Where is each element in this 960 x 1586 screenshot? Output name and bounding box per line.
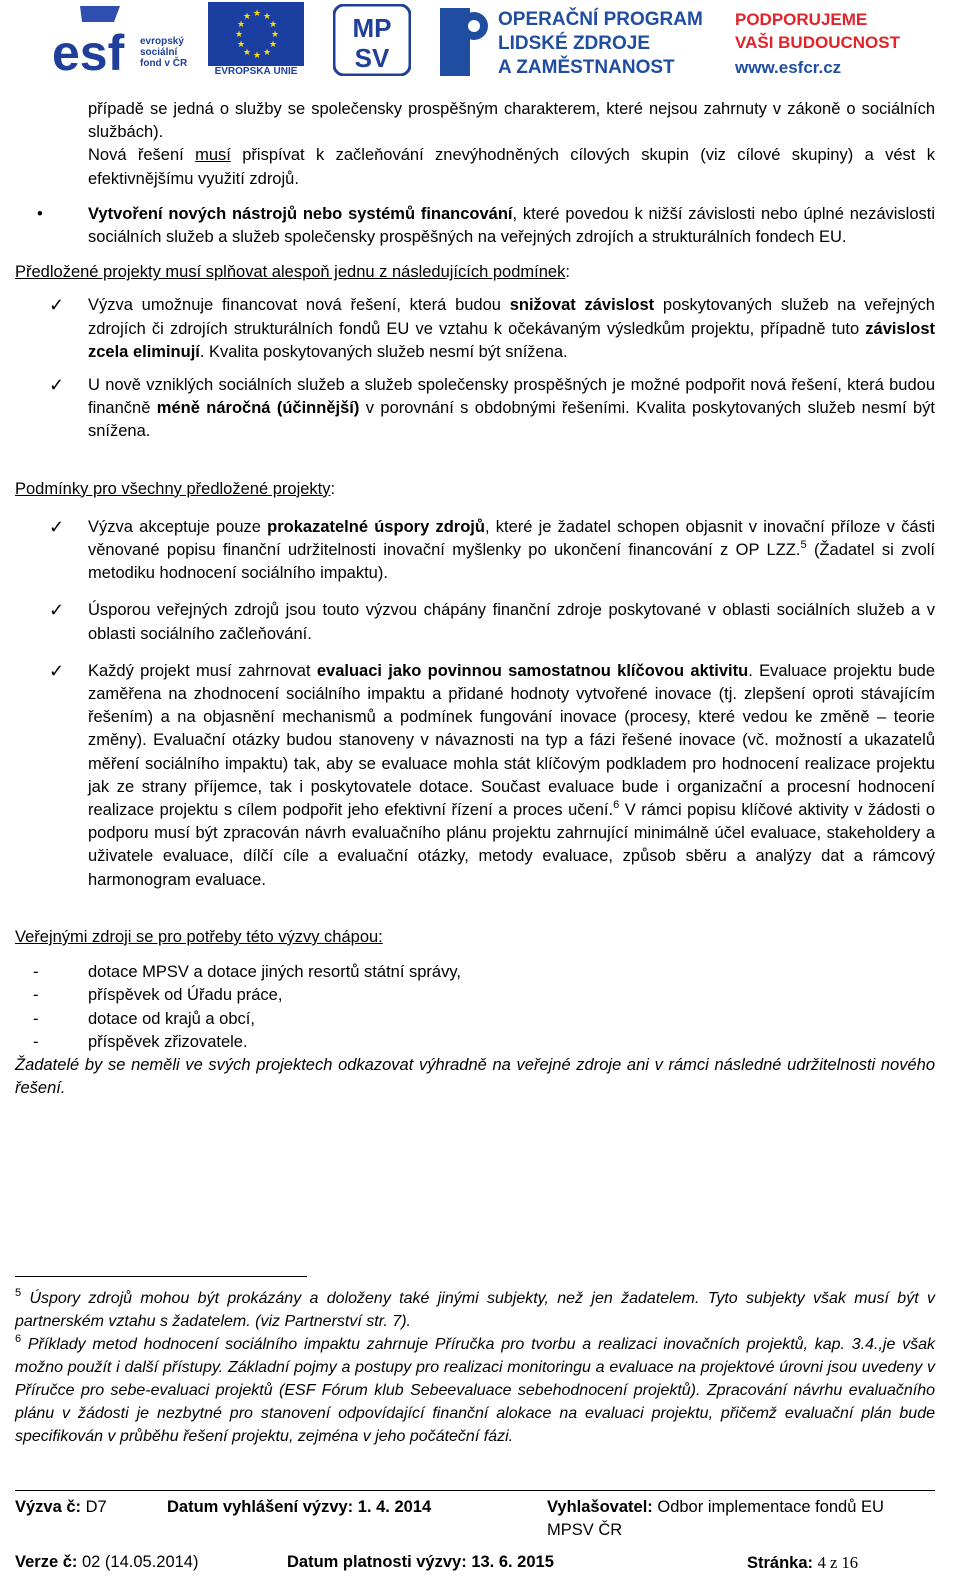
list-item — [15, 984, 935, 1007]
checkmark-icon: ✓ — [49, 516, 65, 537]
footer-value: D7 — [85, 1498, 107, 1516]
bullet-icon: • — [37, 204, 43, 223]
mpsv-logo — [333, 4, 411, 76]
list-item — [15, 1031, 935, 1054]
section-heading — [15, 926, 935, 949]
footer-separator — [15, 1490, 935, 1491]
check-item — [15, 599, 935, 645]
svg-text:★: ★ — [263, 48, 272, 58]
footer-cell — [15, 1551, 287, 1575]
svg-text:★: ★ — [243, 48, 252, 58]
paragraph — [88, 660, 935, 892]
paragraph-text: , které je žadatel schopen objasnit v inovační příloze v části věnované popisu finanční udržitelnosti inovační myšlenky po ukončení financování z OP LZZ. — [88, 517, 936, 560]
page-footer — [15, 1496, 935, 1575]
footnote-number: 6 — [15, 1333, 22, 1345]
svg-text:★: ★ — [269, 20, 278, 30]
mpsv-logo-line: SV — [354, 43, 390, 73]
support-line: VAŠI BUDOUCNOST — [735, 33, 900, 52]
check-item — [15, 516, 935, 586]
svg-text:★: ★ — [253, 51, 262, 61]
footer-cell — [747, 1551, 935, 1575]
svg-text:★: ★ — [253, 9, 262, 19]
paragraph-text: V rámci popisu klíčové aktivity v žádosti o podporu musí být zpracován návrh evaluačního plánu projektu zahrnující minimálně účel evaluace, stakeholdery a uživatele evaluace, dílčí cíle a evaluační otázky, metody evaluace, způsob sběru a analýzy dat a rámcový harmonogram evaluace. — [88, 801, 936, 889]
heading-text: Předložené projekty musí splňovat alespoň jednu z následujících podmínek — [15, 263, 566, 282]
support-url[interactable]: www.esfcr.cz — [735, 58, 842, 77]
svg-text:★: ★ — [235, 30, 244, 40]
paragraph-text: poskytovaných služeb na veřejných zdrojích či zdrojích strukturálních fondů EU ve vztahu k očekávaným výsledkům projektu, případně tuto — [88, 296, 935, 338]
esf-caption-line: evropský — [140, 36, 184, 47]
heading-text: Veřejnými zdroji se pro potřeby této výzvy chápou: — [15, 927, 383, 946]
paragraph-text: případě se jedná o služby se společensky prospěšným charakterem, které nejsou zahrnuty v zákoně o sociálních službách). — [88, 100, 935, 142]
dash-marker: - — [33, 1032, 39, 1051]
op-lzz-title — [498, 8, 703, 80]
footer-cell — [15, 1496, 167, 1542]
footer-label: Verze č: — [15, 1553, 78, 1571]
list-item-text: příspěvek zřizovatele. — [88, 1032, 248, 1051]
paragraph-text: Nová řešení — [88, 146, 196, 165]
footnotes — [15, 1276, 935, 1448]
paragraph-text: . Evaluace projektu bude zaměřena na zhodnocení sociálního impaktu a přidané hodnoty vytvořené inovace (tj. zlepšení oproti stávajícím řešením) a na objasnění mechanismů a podmínek fungování inovace (procesy, které vedou ke změně – teorie změny). Evaluační otázky budou stanoveny v návaznosti na typ a fázi řešené inovace (vč. možností a ukazatelů měření sociálního impaktu) tak, aby se evaluace mohla stát klíčovým podkladem pro hodnocení realizace projektu jak ze strany příjemce, tak i poskytovatele dotace. Součast evaluace bude i organizační a procesní hodnocení realizace projektu s cílem podpořit jeho efektivní řízení a proces učení. — [88, 661, 936, 820]
paragraph-text: Každý projekt musí zahrnovat — [88, 661, 317, 680]
paragraph-text: Výzva umožnuje financovat nová řešení, která budou — [88, 296, 510, 315]
esf-caption — [140, 36, 202, 69]
footer-value: 1. 4. 2014 — [357, 1498, 432, 1516]
header-logos — [0, 0, 960, 84]
footnote — [15, 1287, 935, 1333]
footer-row — [15, 1496, 935, 1542]
footer-label: Stránka: — [747, 1554, 814, 1572]
paragraph-text: Výzva akceptuje pouze — [88, 517, 268, 536]
paragraph-text: (Žadatel si zvolí metodiku hodnocení sociálního impaktu). — [88, 541, 936, 583]
check-item — [15, 660, 935, 892]
footer-value: 13. 6. 2015 — [471, 1553, 554, 1571]
heading-colon: : — [565, 263, 570, 282]
page-number: 4 z 16 — [817, 1553, 858, 1572]
checkmark-icon: ✓ — [49, 600, 65, 621]
esf-caption-line: sociální — [140, 47, 178, 58]
eu-flag-icon — [208, 2, 304, 66]
footer-label: Datum platnosti výzvy: — [287, 1553, 467, 1571]
bullet-item — [15, 203, 935, 249]
checkmark-icon: ✓ — [49, 295, 65, 316]
eu-caption: EVROPSKÁ UNIE — [214, 66, 298, 77]
bold-text: evaluaci jako povinnou samostatnou klíčovou aktivitu — [316, 661, 749, 680]
footnote-text: Úspory zdrojů mohou být prokázány a doloženy také jinými subjekty, než jen žadatelem. Tyto subjekty však musí být v partnerském vztahu s žadatelem. (viz Partnerství str. 7). — [15, 1290, 935, 1330]
bold-text: závislost zcela eliminují — [88, 319, 935, 361]
dash-marker: - — [33, 986, 39, 1005]
public-sources-list — [15, 961, 935, 1054]
list-item-text: dotace od krajů a obcí, — [88, 1009, 255, 1028]
section-heading — [15, 478, 935, 501]
dash-marker: - — [33, 963, 39, 982]
svg-text:★: ★ — [237, 20, 246, 30]
support-line: PODPORUJEME — [735, 10, 868, 29]
checkmark-icon: ✓ — [49, 660, 65, 681]
op-lzz-icon — [438, 2, 490, 78]
paragraph — [88, 203, 935, 249]
footnote-separator — [15, 1276, 307, 1277]
list-item-text: dotace MPSV a dotace jiných resortů státní správy, — [88, 963, 461, 982]
check-item — [15, 374, 935, 444]
footer-label: Vyhlašovatel: — [547, 1498, 653, 1516]
op-title-line: OPERAČNÍ PROGRAM — [498, 9, 703, 30]
closing-note — [15, 1054, 935, 1100]
svg-text:★: ★ — [269, 40, 278, 50]
list-item — [15, 1008, 935, 1031]
footnote — [15, 1333, 935, 1448]
footnote-text: Příklady metod hodnocení sociálního impaktu zahrnuje Příručka pro tvorbu a realizaci inovačních projektů, kap. 3.4.,je však možno použít i další přístupy. Základní pojmy a postupy pro realizaci monitoringu a evaluace na projektové úrovni jsou uvedeny v Příručce pro sebe-evaluaci projektů (ESF Fórum klub Sebeevaluace sebehodnocení projektů). Zpracování návrhu evaluačního plánu v žádosti je nezbytné pro stanovení odpovídající finanční alokace na evaluaci projektu, přičemž evaluační plán bude specifikován v průběhu řešení projektu, zejména v jeho počáteční fázi. — [15, 1336, 935, 1445]
footer-cell — [547, 1496, 935, 1542]
section-heading — [15, 261, 935, 284]
footer-value: 02 (14.05.2014) — [81, 1553, 199, 1571]
svg-text:★: ★ — [263, 12, 272, 22]
list-item-text: příspěvek od Úřadu práce, — [88, 986, 283, 1005]
paragraph-text: Žadatelé by se neměli ve svých projektech odkazovat výhradně na veřejné zdroje ani v rámci následné udržitelnosti nového řešení. — [15, 1055, 935, 1098]
footer-label: Datum vyhlášení výzvy: — [167, 1498, 354, 1516]
paragraph — [88, 144, 935, 190]
paragraph-text: v porovnání s obdobnými řešeními. Kvalita poskytovaných služeb nesmí být snížena. — [88, 399, 936, 441]
paragraph — [88, 374, 935, 444]
list-item — [15, 961, 935, 984]
paragraph-text: , které povedou k nižší závislosti nebo úplné nezávislosti sociálních služeb a služeb společensky prospěšných na veřejných zdrojích a strukturálních fondech EU. — [88, 204, 936, 247]
footnote-ref[interactable]: 5 — [800, 539, 807, 552]
paragraph-text: . Kvalita poskytovaných služeb nesmí být snížena. — [199, 342, 568, 361]
document-body — [15, 98, 935, 1100]
paragraph — [88, 599, 935, 645]
bold-text: snižovat závislost — [509, 296, 655, 315]
paragraph-text: Úsporou veřejných zdrojů jsou touto výzvou chápány finanční zdroje poskytované v oblasti sociálních služeb a v oblasti sociálního začleňování. — [88, 601, 935, 643]
footnote-ref[interactable]: 6 — [613, 799, 620, 812]
svg-text:★: ★ — [271, 30, 280, 40]
bold-text: Vytvoření nových nástrojů nebo systémů financování — [88, 204, 513, 223]
footer-value: Odbor implementace fondů EU MPSV ČR — [547, 1498, 884, 1539]
check-item — [15, 294, 935, 364]
footer-cell — [167, 1496, 547, 1542]
underlined-text: musí — [195, 146, 231, 165]
svg-text:★: ★ — [237, 40, 246, 50]
heading-colon: : — [330, 479, 336, 498]
bold-text: prokazatelné úspory zdrojů — [267, 517, 485, 536]
footer-row — [15, 1551, 935, 1575]
footer-cell — [287, 1551, 747, 1575]
mpsv-logo-line: MP — [352, 13, 392, 43]
checkmark-icon: ✓ — [49, 375, 65, 396]
paragraph — [88, 516, 935, 586]
paragraph — [88, 294, 935, 364]
footnote-number: 5 — [15, 1287, 22, 1299]
bold-text: méně náročná (účinnější) — [156, 399, 360, 418]
dash-marker: - — [33, 1009, 39, 1028]
esf-caption-line: fond v ČR — [140, 58, 188, 69]
svg-text:★: ★ — [243, 12, 252, 22]
paragraph-text: přispívat k začleňování znevýhodněných cílových skupin (viz cílové skupiny) a vést k efektivnějšímu využití zdrojů. — [88, 146, 935, 188]
esf-logo — [50, 2, 136, 78]
esf-logo-text: esf — [52, 25, 125, 78]
paragraph — [88, 98, 935, 144]
support-slogan — [735, 8, 900, 54]
heading-text: Podmínky pro všechny předložené projekty — [15, 479, 331, 498]
op-title-line: A ZAMĚSTNANOST — [498, 57, 675, 78]
paragraph-text: U nově vzniklých sociálních služeb a služeb společensky prospěšných je možné podpořit nová řešení, která budou finančně — [88, 376, 935, 418]
footer-label: Výzva č: — [15, 1498, 82, 1516]
op-title-line: LIDSKÉ ZDROJE — [498, 33, 651, 54]
